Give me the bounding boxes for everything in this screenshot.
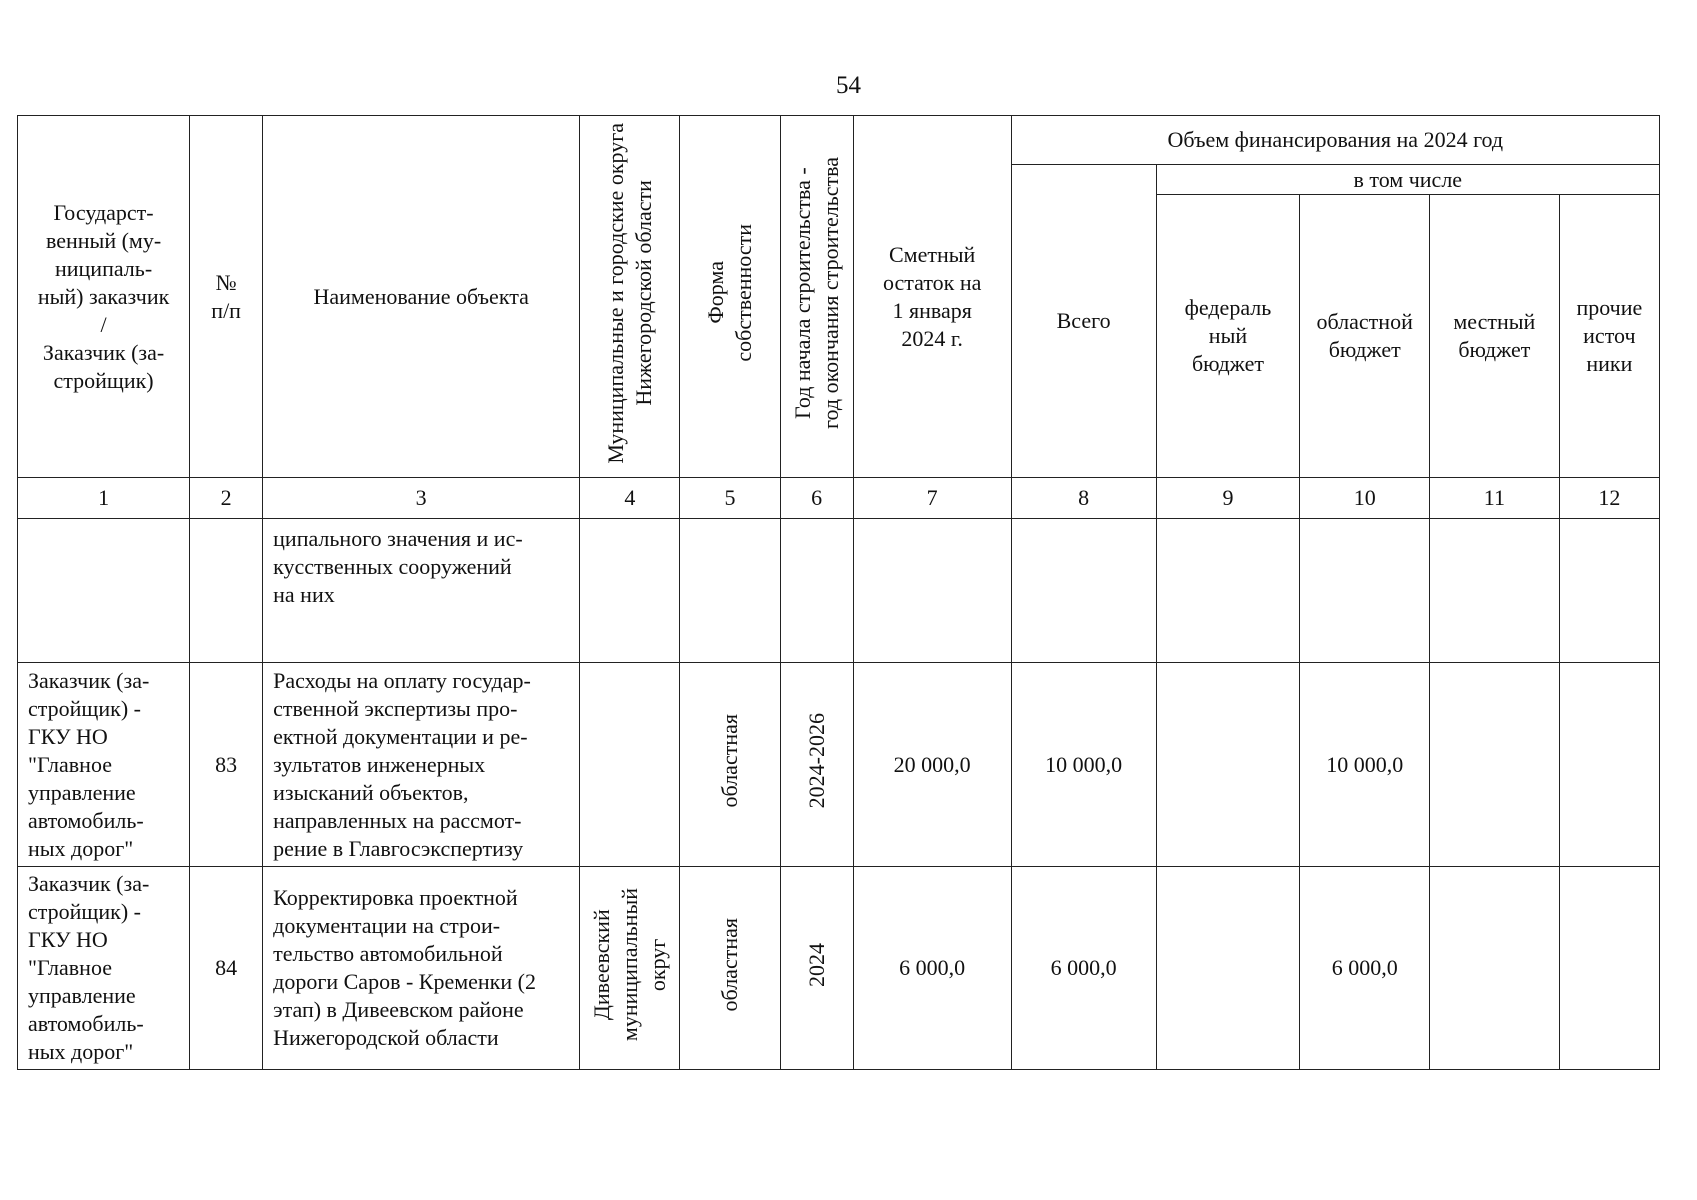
column-number: 10	[1300, 478, 1430, 519]
header-local: местный бюджет	[1430, 195, 1560, 478]
column-number: 7	[853, 478, 1011, 519]
cell-federal	[1156, 519, 1300, 663]
column-number: 4	[580, 478, 680, 519]
header-customer	[18, 116, 190, 478]
cell-local	[1430, 867, 1560, 1070]
cell-local	[1430, 663, 1560, 867]
table-row	[18, 519, 1660, 663]
cell-regional	[1300, 519, 1430, 663]
page-number: 54	[836, 72, 861, 99]
cell-other	[1559, 663, 1659, 867]
header-federal: федераль ный бюджет	[1156, 195, 1300, 478]
header-years: Год начала строительства - год окончания строительства	[780, 116, 853, 478]
cell-municipal	[580, 663, 680, 867]
column-number: 3	[263, 478, 580, 519]
header-other: прочие источ ники	[1559, 195, 1659, 478]
cell-federal	[1156, 663, 1300, 867]
cell-total: 10 000,0	[1011, 663, 1156, 867]
cell-customer: Заказчик (за- стройщик) - ГКУ НО "Главное управление автомобиль- ных дорог"	[18, 867, 190, 1070]
cell-other	[1559, 519, 1659, 663]
cell-number	[190, 519, 263, 663]
cell-ownership: областная	[680, 663, 780, 867]
header-total: Всего	[1011, 165, 1156, 478]
cell-number: 84	[190, 867, 263, 1070]
column-number: 5	[680, 478, 780, 519]
header-funding-title: Объем финансирования на 2024 год	[1011, 116, 1659, 165]
cell-municipal: Дивеевский муниципальный округ	[580, 867, 680, 1070]
cell-balance: 20 000,0	[853, 663, 1011, 867]
cell-total: 6 000,0	[1011, 867, 1156, 1070]
cell-other	[1559, 867, 1659, 1070]
header-including: в том числе	[1156, 165, 1659, 195]
header-ownership: Форма собственности	[680, 116, 780, 478]
cell-number: 83	[190, 663, 263, 867]
header-object-name: Наименование объекта	[263, 116, 580, 478]
column-number: 6	[780, 478, 853, 519]
table-row	[18, 663, 1660, 867]
cell-years	[780, 519, 853, 663]
header-customer-text: Государст- венный (му- ниципаль- ный) заказчик / Заказчик (за- стройщик)	[37, 199, 170, 393]
cell-object-name: ципального значения и ис- кусственных сооружений на них	[263, 519, 580, 663]
cell-municipal	[580, 519, 680, 663]
cell-object-name: Корректировка проектной документации на строи- тельство автомобильной дороги Саров - Кременки (2 этап) в Дивеевском районе Нижегородской области	[263, 867, 580, 1070]
header-regional: областной бюджет	[1300, 195, 1430, 478]
cell-federal	[1156, 867, 1300, 1070]
cell-regional: 6 000,0	[1300, 867, 1430, 1070]
column-number: 2	[190, 478, 263, 519]
cell-ownership: областная	[680, 867, 780, 1070]
column-number: 9	[1156, 478, 1300, 519]
cell-total	[1011, 519, 1156, 663]
cell-ownership	[680, 519, 780, 663]
cell-years: 2024-2026	[780, 663, 853, 867]
column-number-row	[18, 478, 1660, 519]
cell-customer: Заказчик (за- стройщик) - ГКУ НО "Главное управление автомобиль- ных дорог"	[18, 663, 190, 867]
header-balance: Сметный остаток на 1 января 2024 г.	[853, 116, 1011, 478]
cell-local	[1430, 519, 1560, 663]
cell-balance: 6 000,0	[853, 867, 1011, 1070]
cell-customer	[18, 519, 190, 663]
table-row	[18, 867, 1660, 1070]
column-number: 8	[1011, 478, 1156, 519]
cell-years: 2024	[780, 867, 853, 1070]
financing-table	[17, 115, 1660, 1070]
header-number: № п/п	[190, 116, 263, 478]
cell-balance	[853, 519, 1011, 663]
header-municipal: Муниципальные и городские округа Нижегородской области	[580, 116, 680, 478]
cell-object-name: Расходы на оплату государ- ственной экспертизы про- ектной документации и ре- зультатов инженерных изысканий объектов, направленных на рассмот- рение в Главгосэкспертизу	[263, 663, 580, 867]
column-number: 1	[18, 478, 190, 519]
cell-regional: 10 000,0	[1300, 663, 1430, 867]
column-number: 11	[1430, 478, 1560, 519]
column-number: 12	[1559, 478, 1659, 519]
